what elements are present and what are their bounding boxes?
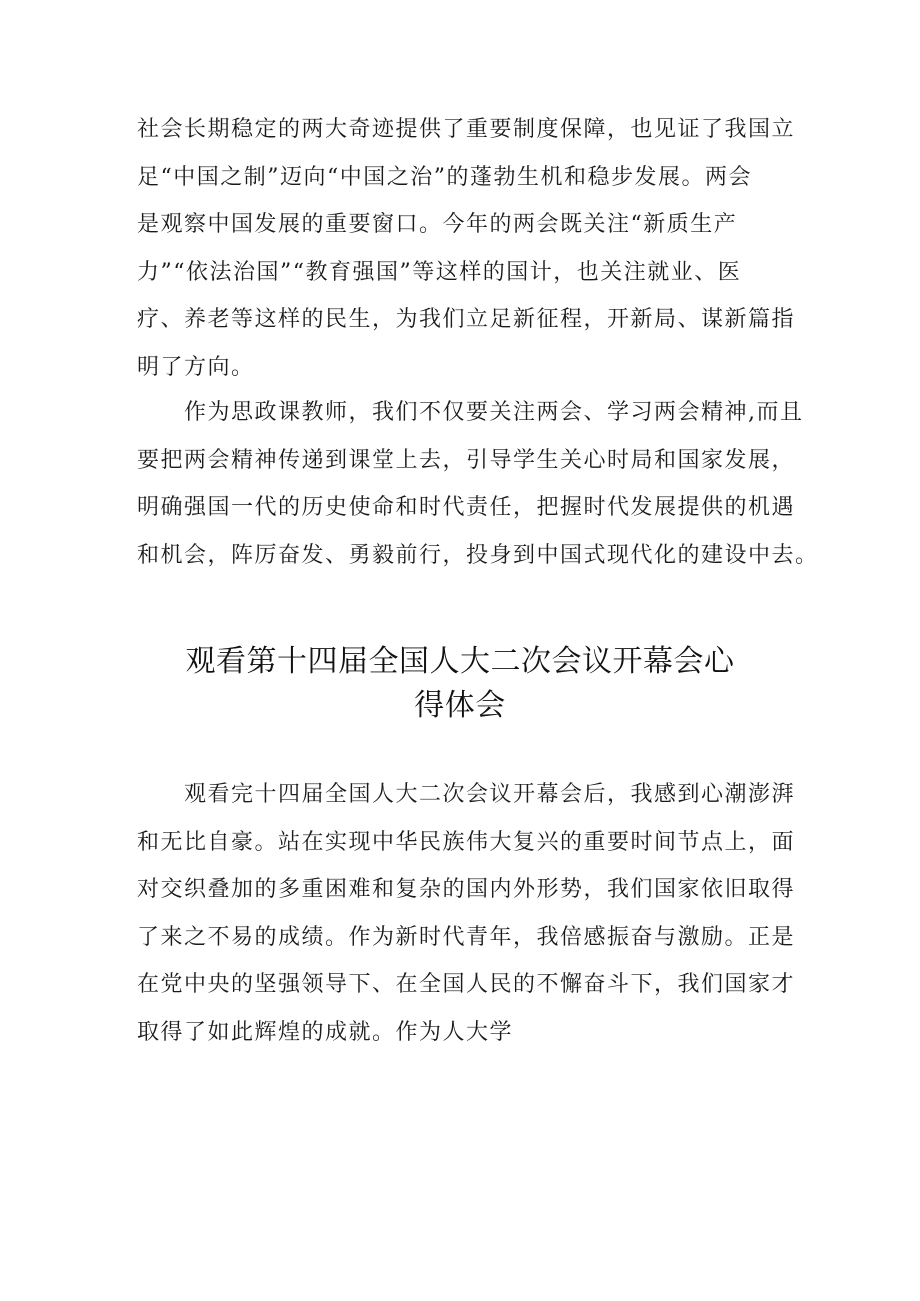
section-title bbox=[100, 640, 820, 728]
title-line: 观看第十四届全国人大二次会议开幕会心 bbox=[185, 644, 735, 679]
title-line: 得体会 bbox=[414, 688, 506, 723]
text-line: 是观察中国发展的重要窗口。今年的两会既关注“新质生产 bbox=[137, 212, 738, 237]
text-line: 在党中央的坚强领导下、在全国人民的不懈奋斗下，我们国家才 bbox=[137, 972, 796, 997]
text-line: 观看完十四届全国人大二次会议开幕会后，我感到心潮澎湃 bbox=[184, 782, 796, 807]
text-line: 社会长期稳定的两大奇迹提供了重要制度保障，也见证了我国立 bbox=[137, 117, 796, 142]
text-line: 取得了如此辉煌的成就。作为人大学 bbox=[137, 1019, 514, 1045]
text-line: 明了方向。 bbox=[137, 354, 255, 380]
text-line: 明确强国一代的历史使命和时代责任，把握时代发展提供的机遇 bbox=[137, 495, 796, 520]
teacher-paragraph bbox=[137, 389, 819, 579]
continuation-paragraph bbox=[137, 106, 797, 391]
text-line: 疗、养老等这样的民生，为我们立足新征程，开新局、谋新篇指 bbox=[137, 307, 796, 332]
text-line: 和无比自豪。站在实现中华民族伟大复兴的重要时间节点上，面 bbox=[137, 829, 796, 855]
text-line: 力”“依法治国”“教育强国”等这样的国计，也关注就业、医 bbox=[137, 259, 742, 285]
section-paragraph bbox=[137, 771, 797, 1056]
text-line: 对交织叠加的多重困难和复杂的国内外形势，我们国家依旧取得 bbox=[137, 877, 796, 902]
text-line: 和机会，阵厉奋发、勇毅前行，投身到中国式现代化的建设中去。 bbox=[137, 542, 819, 568]
text-line: 了来之不易的成绩。作为新时代青年，我倍感振奋与激励。正是 bbox=[137, 924, 796, 950]
text-line: 足“中国之制”迈向“中国之治”的蓬勃生机和稳步发展。两会 bbox=[137, 164, 752, 190]
text-line: 要把两会精神传递到课堂上去，引导学生关心时局和国家发展， bbox=[137, 447, 796, 473]
text-line: 作为思政课教师，我们不仅要关注两会、学习两会精神,而且 bbox=[184, 400, 804, 425]
